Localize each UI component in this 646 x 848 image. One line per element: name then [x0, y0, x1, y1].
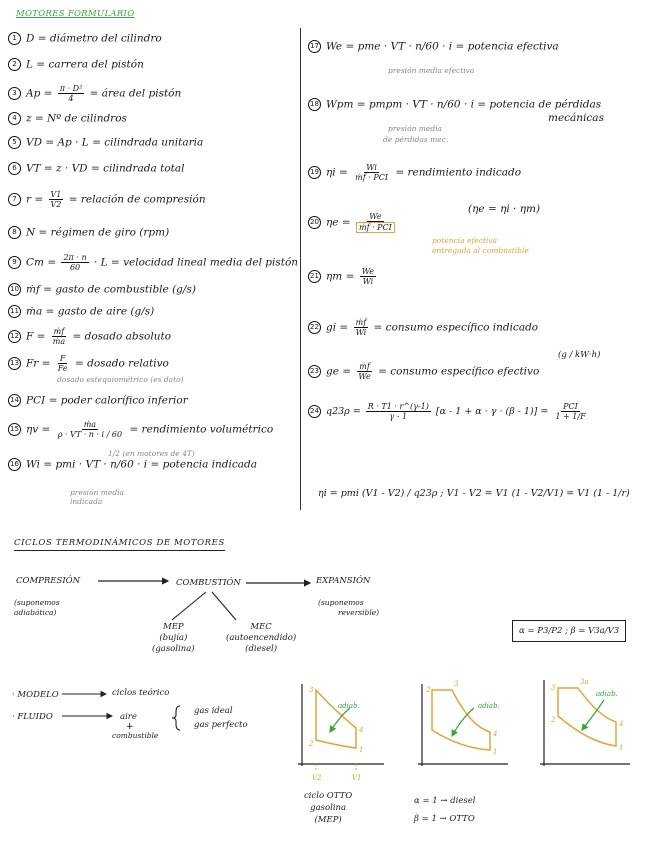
note-compresion-1: (suponemos [14, 598, 60, 607]
formula-lhs: F = [26, 330, 49, 343]
fraction-denominator: Fe [57, 364, 68, 373]
note-dosado-estequiometrico: dosado estequiométrico (es dato) [57, 375, 184, 384]
fraction-numerator: V1 [50, 190, 62, 199]
formula-rhs: · L = velocidad lineal media del pistón [90, 256, 299, 269]
formula-20: 20 ηe = $\frac{We}{\text{ṁf · PCI}}$ [308, 212, 397, 233]
svg-text:3: 3 [454, 680, 459, 688]
svg-text:adiab.: adiab. [478, 702, 500, 710]
svg-text:1: 1 [619, 744, 624, 752]
svg-text:V1: V1 [352, 774, 362, 782]
note-presion-media-efectiva: presión media efectiva [388, 66, 475, 75]
formula-lhs: ηv = [26, 423, 54, 436]
note-entregada-combustible: entregada al combustible [432, 246, 529, 255]
svg-text:adiab.: adiab. [338, 702, 360, 710]
note-compresion-2: adiabática) [14, 608, 57, 617]
svg-text:adiab.: adiab. [596, 690, 618, 698]
svg-text:V2: V2 [312, 774, 322, 782]
fraction-numerator: π · D² [59, 84, 83, 93]
fraction-denominator: V2 [50, 200, 62, 209]
formula-18-cont: mecánicas [548, 112, 604, 124]
formula-text: ṁa = gasto de aire (g/s) [26, 305, 155, 318]
formula-lhs: Fr = [26, 357, 54, 370]
svg-text:2: 2 [426, 686, 431, 694]
svg-text:3: 3 [309, 686, 314, 694]
formula-rhs: = rendimiento volumétrico [126, 423, 274, 436]
formula-text: L = carrera del pistón [26, 58, 144, 71]
formula-lhs: Ap = [26, 87, 56, 100]
formula-22: 22 gi = $\frac{\text{ṁf}}{Wi}$ = consumo específico indicado [308, 318, 538, 337]
formula-number-badge: 6 [8, 162, 21, 175]
fraction-numerator: ṁf [53, 327, 65, 336]
formula-23-unit: (g / kW·h) [558, 350, 601, 360]
svg-text:3a: 3a [580, 678, 589, 686]
mep-group: MEP (bujía) (gasolina) [152, 622, 195, 654]
svg-text:2: 2 [551, 716, 556, 724]
svg-text:3: 3 [551, 684, 556, 692]
svg-text:4: 4 [359, 726, 364, 734]
formula-text: D = diámetro del cilindro [26, 32, 162, 45]
formula-number-badge: 14 [8, 394, 21, 407]
branch-mep [172, 592, 206, 620]
formula-number-badge: 9 [8, 256, 21, 269]
formula-number-badge: 16 [8, 458, 21, 471]
note-potencia-efectiva: potencia efectiva [432, 236, 498, 245]
note-four-stroke: 1/2 (en motores de 4T) [108, 449, 195, 458]
fraction-denominator: ρ · VT · n · i / 60 [57, 430, 123, 439]
pv-diagram-mixto [540, 678, 630, 766]
formula-number-badge: 10 [8, 283, 21, 296]
formula-text: VT = z · VD = cilindrada total [26, 162, 185, 175]
fraction-denominator: 4 [68, 94, 74, 103]
formula-number-badge: 2 [8, 58, 21, 71]
formula-number-badge: 4 [8, 112, 21, 125]
note-expansion-2: reversible) [338, 608, 380, 617]
formula-lhs: r = [26, 193, 47, 206]
otto-caption: ciclo OTTO gasolina (MEP) [304, 791, 353, 825]
mec-group: MEC (autoencendido) (diesel) [226, 622, 297, 654]
label-expansion: EXPANSIÓN [316, 576, 371, 586]
label-fluido: · FLUIDO [12, 712, 53, 722]
pv-diagram-otto [298, 684, 384, 782]
label-combustible: combustible [112, 731, 159, 740]
label-aire: aire [120, 712, 137, 722]
label-gas-ideal: gas ideal [194, 706, 233, 716]
formula-rhs: = dosado relativo [71, 357, 169, 370]
formula-17: 17 We = pme · VT · n/60 · i = potencia efectiva [308, 40, 559, 53]
fraction-denominator: ṁa [52, 337, 66, 346]
label-modelo: · MODELO [12, 690, 59, 700]
fraction-numerator: 2π · n [63, 253, 87, 262]
formula-rhs: = dosado absoluto [69, 330, 172, 343]
formula-number-badge: 3 [8, 87, 21, 100]
formula-text: PCI = poder calorífico inferior [26, 394, 188, 407]
formula-text: z = Nº de cilindros [26, 112, 127, 125]
formula-text: ṁf = gasto de combustible (g/s) [26, 283, 196, 296]
svg-text:4: 4 [493, 730, 498, 738]
note-presion-media: presión media [388, 124, 443, 133]
svg-text:4: 4 [619, 720, 624, 728]
note-presion-media-indicada: presión media indicada [70, 488, 125, 506]
plus-sign: + [126, 722, 134, 732]
beta-otto: β = 1 → OTTO [414, 814, 475, 824]
formula-number-badge: 8 [8, 226, 21, 239]
note-expansion-1: (suponemos [318, 598, 364, 607]
formula-25: ηi = pmi (V1 - V2) / q23ρ ; V1 - V2 = V1 (1 - V2/V1) = V1 (1 - 1/r) [318, 488, 630, 499]
formula-number-badge: 5 [8, 136, 21, 149]
brace-fluido [172, 706, 180, 730]
formula-rhs: pmi · VT · n/60 · i = potencia indicada [55, 458, 258, 471]
svg-text:1: 1 [493, 748, 498, 756]
formula-number-badge: 15 [8, 423, 21, 436]
formula-20-relation: (ηe = ηi · ηm) [468, 203, 541, 215]
formula-text: VD = Ap · L = cilindrada unitaria [26, 136, 204, 149]
page-title: MOTORES FORMULARIO [16, 9, 135, 19]
formula-21: 21 ηm = $\frac{We}{Wi}$ [308, 267, 378, 286]
label-ciclos-teoricos: ciclos teórico [112, 688, 170, 698]
fraction-numerator: F [59, 354, 66, 363]
formula-lhs: Cm = [26, 256, 60, 269]
label-gas-perfecto: gas perfecto [194, 720, 248, 730]
alpha-beta-box: α = P3/P2 ; β = V3a/V3 [512, 620, 626, 642]
formula-number-badge: 12 [8, 330, 21, 343]
branch-mec [212, 592, 236, 620]
svg-text:2: 2 [309, 740, 314, 748]
formula-18: 18 Wpm = pmpm · VT · n/60 · i = potencia de pérdidas [308, 98, 601, 111]
alpha-diesel: α = 1 → diesel [414, 796, 476, 806]
formula-number-badge: 11 [8, 305, 21, 318]
formula-number-badge: 7 [8, 193, 21, 206]
note-perdidas-mec: de pérdidas mec. [383, 135, 449, 144]
formula-number-badge: 13 [8, 357, 21, 370]
pv-diagram-diesel [418, 680, 508, 766]
fraction-numerator: ṁa [83, 420, 97, 429]
formula-lhs: Wi = [26, 458, 56, 471]
section-title-ciclos: CICLOS TERMODINÁMICOS DE MOTORES [14, 538, 225, 551]
label-compresion: COMPRESIÓN [16, 576, 81, 586]
formula-text: N = régimen de giro (rpm) [26, 226, 170, 239]
formula-23: 23 ge = $\frac{\text{ṁf}}{We}$ = consumo específico efectivo [308, 362, 539, 381]
formula-rhs: = relación de compresión [65, 193, 206, 206]
formula-number-badge: 1 [8, 32, 21, 45]
fraction-denominator: 60 [69, 263, 81, 272]
label-combustion: COMBUSTIÓN [176, 578, 241, 588]
formula-19: 19 ηi = $\frac{Wi}{\text{ṁf · PCI}}$ = rendimiento indicado [308, 163, 521, 182]
formula-rhs: = área del pistón [86, 87, 182, 100]
svg-text:1: 1 [359, 746, 364, 754]
formula-24: 24 q23ρ = $\frac{R \cdot T1 \cdot r\^{}(\gamma-1)}{\gamma - 1}$ [α - 1 + α · γ · (β - 1)] = $\frac{\text{PCI}}{1 + 1/F}$ [308, 402, 590, 421]
